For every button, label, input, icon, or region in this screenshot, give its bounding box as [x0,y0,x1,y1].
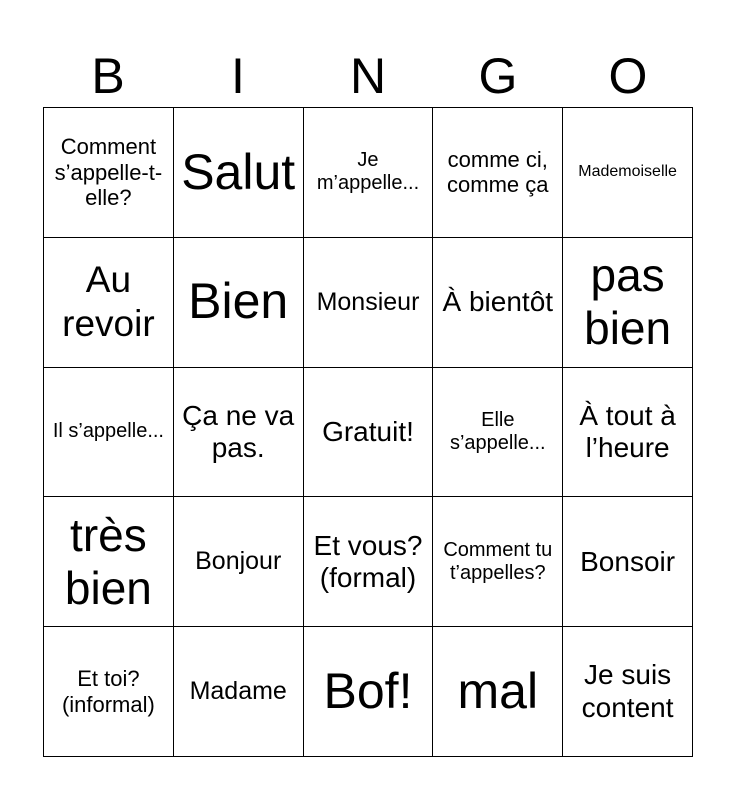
bingo-cell[interactable] [563,238,693,368]
bingo-cell[interactable] [44,238,174,368]
cell-text: Comment tu t’appelles? [443,538,553,584]
cell-text: Monsieur [316,287,420,316]
bingo-cell[interactable] [44,108,174,238]
bingo-cell[interactable] [563,497,693,627]
cell-text: Je suis content [581,659,674,723]
header-letter-g: G [478,48,518,104]
cell-text: Comment s’appelle-t-elle? [54,134,163,211]
cell-text: Salut [181,143,296,200]
cell-text: Et toi? (informal) [61,666,155,717]
cell-text: Madame [189,677,287,706]
cell-text: Gratuit! [322,415,414,447]
header-letter-n: N [349,48,387,104]
cell-text: pas bien [584,249,672,355]
bingo-cell[interactable] [304,497,434,627]
bingo-cell[interactable] [563,368,693,498]
bingo-cell[interactable] [44,497,174,627]
bingo-cell[interactable] [174,368,304,498]
header-letter-b: B [91,48,125,104]
bingo-cell[interactable] [174,627,304,757]
cell-text: Bof! [323,662,413,719]
bingo-cell[interactable] [304,368,434,498]
cell-text: Bien [188,273,289,330]
bingo-cell[interactable] [563,108,693,238]
cell-text: Ça ne va pas. [182,399,295,463]
cell-text: Il s’appelle... [52,420,164,443]
bingo-header [43,44,693,108]
cell-text: Bonsoir [580,545,676,577]
bingo-cell[interactable] [433,497,563,627]
header-letter-o: O [608,48,648,104]
bingo-cell[interactable] [174,108,304,238]
cell-text: très bien [64,508,152,614]
bingo-cell[interactable] [563,627,693,757]
cell-text: Elle s’appelle... [449,408,546,454]
cell-text: Mademoiselle [578,163,677,181]
bingo-cell[interactable] [44,368,174,498]
cell-text: Bonjour [195,547,282,576]
bingo-cell[interactable] [433,238,563,368]
cell-text: Au revoir [62,258,155,345]
bingo-cell[interactable] [433,108,563,238]
bingo-cell[interactable] [304,108,434,238]
header-letter-i: I [231,48,245,104]
bingo-cell[interactable] [174,238,304,368]
cell-text: mal [457,662,539,719]
cell-text: Je m’appelle... [316,149,420,195]
bingo-cell[interactable] [174,497,304,627]
cell-text: À bientôt [442,286,554,318]
cell-text: comme ci, comme ça [447,147,549,198]
bingo-cell[interactable] [304,238,434,368]
bingo-cell[interactable] [304,627,434,757]
bingo-cell[interactable] [433,368,563,498]
bingo-cell[interactable] [44,627,174,757]
cell-text: À tout à l’heure [579,399,676,463]
cell-text: Et vous? (formal) [313,529,423,593]
bingo-cell[interactable] [433,627,563,757]
bingo-board [43,107,693,757]
